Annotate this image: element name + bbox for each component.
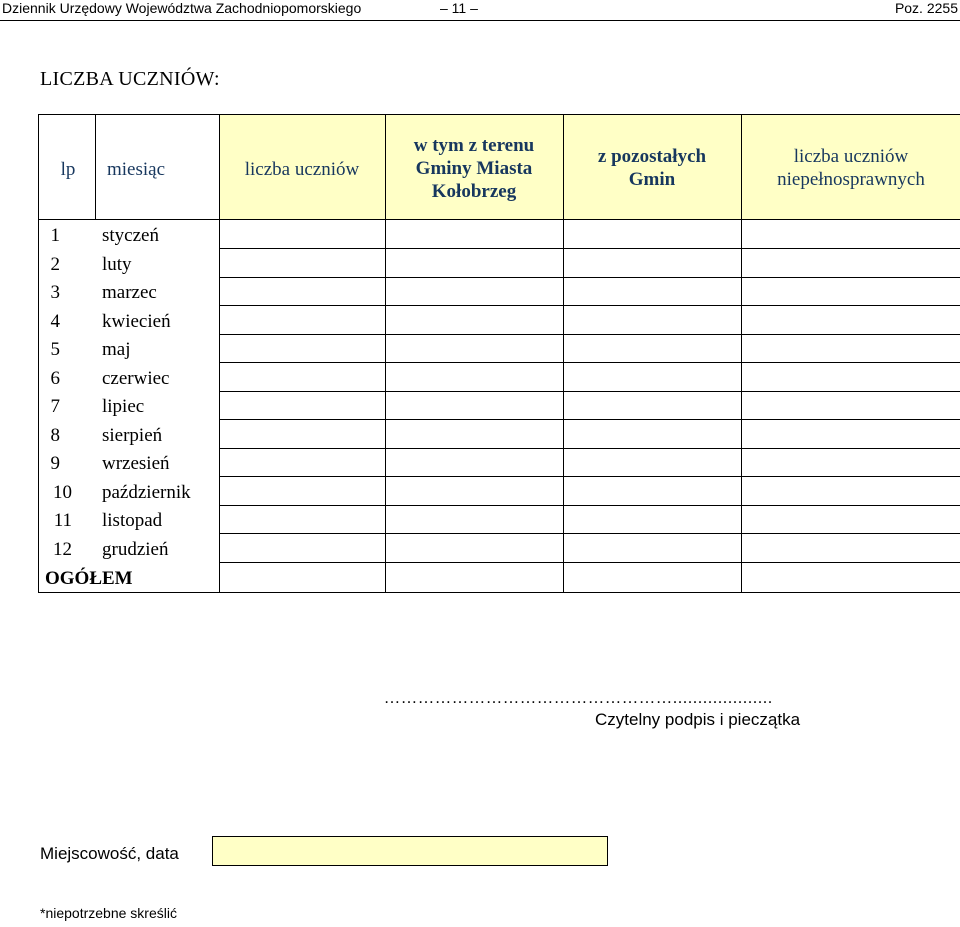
signature-caption: Czytelny podpis i pieczątka [595, 710, 801, 729]
row-divider [219, 391, 960, 392]
col-header-other-line2: Gmin [628, 169, 676, 190]
col-header-disabled-line2: niepełnosprawnych [777, 169, 925, 190]
signature-line: …………………………………………….................... [384, 690, 773, 707]
row-divider [219, 305, 960, 306]
row-number: 4 [50, 311, 60, 332]
col-divider-local [563, 114, 564, 593]
row-divider [219, 248, 960, 249]
col-header-local-line2: Gminy Miasta [415, 158, 533, 179]
table-border-top [38, 114, 960, 115]
row-number: 1 [50, 225, 60, 246]
col-header-month: miesiąc [106, 159, 166, 180]
row-number: 2 [50, 254, 60, 275]
col-header-disabled [741, 145, 960, 191]
row-number: 8 [50, 425, 60, 446]
row-month: grudzień [102, 539, 169, 560]
journal-title: Dziennik Urzędowy Województwa Zachodniopomorskiego [2, 0, 362, 16]
row-month: sierpień [102, 425, 163, 446]
row-divider [219, 362, 960, 363]
row-divider [219, 334, 960, 335]
row-number: 7 [50, 396, 60, 417]
row-number: 10 [53, 482, 72, 503]
header-divider-lp [95, 114, 96, 220]
col-header-local-line1: w tym z terenu [413, 135, 535, 156]
col-header-count: liczba uczniów [244, 159, 360, 180]
col-header-local-line3: Kołobrzeg [431, 181, 517, 202]
table-border-left [38, 114, 39, 593]
footnote: *niepotrzebne skreślić [40, 905, 177, 921]
row-month: maj [102, 339, 131, 360]
col-header-other-line1: z pozostałych [597, 146, 707, 167]
row-number: 12 [53, 539, 72, 560]
row-month: styczeń [102, 225, 159, 246]
row-number: 3 [50, 282, 60, 303]
total-label: OGÓŁEM [45, 568, 133, 589]
position-number: Poz. 2255 [894, 0, 958, 16]
row-divider [219, 419, 960, 420]
row-month: wrzesień [102, 453, 170, 474]
row-month: kwiecień [102, 311, 171, 332]
row-number: 5 [50, 339, 60, 360]
col-divider-month [219, 114, 220, 593]
col-header-other [563, 145, 741, 191]
col-divider-count [385, 114, 386, 593]
place-date-field[interactable] [212, 836, 608, 866]
row-number: 11 [53, 510, 72, 531]
section-title: LICZBA UCZNIÓW: [40, 68, 220, 90]
row-divider [219, 476, 960, 477]
col-header-local [385, 134, 563, 203]
row-divider [219, 533, 960, 534]
col-divider-other [741, 114, 742, 593]
row-divider [219, 448, 960, 449]
page-number: – 11 – [440, 0, 478, 16]
row-month: lipiec [102, 396, 145, 417]
row-number: 9 [50, 453, 60, 474]
row-month: marzec [102, 282, 157, 303]
place-date-label: Miejscowość, data [40, 844, 179, 863]
col-header-lp: lp [60, 159, 76, 180]
row-month: październik [102, 482, 191, 503]
row-divider [219, 562, 960, 563]
col-header-disabled-line1: liczba uczniów [793, 146, 909, 167]
row-number: 6 [50, 368, 60, 389]
header-border-bottom [38, 219, 960, 220]
row-divider [219, 277, 960, 278]
row-divider [219, 505, 960, 506]
row-month: listopad [102, 510, 163, 531]
table-border-bottom [38, 592, 960, 593]
page-header [0, 0, 960, 21]
row-month: czerwiec [102, 368, 170, 389]
row-month: luty [102, 254, 132, 275]
